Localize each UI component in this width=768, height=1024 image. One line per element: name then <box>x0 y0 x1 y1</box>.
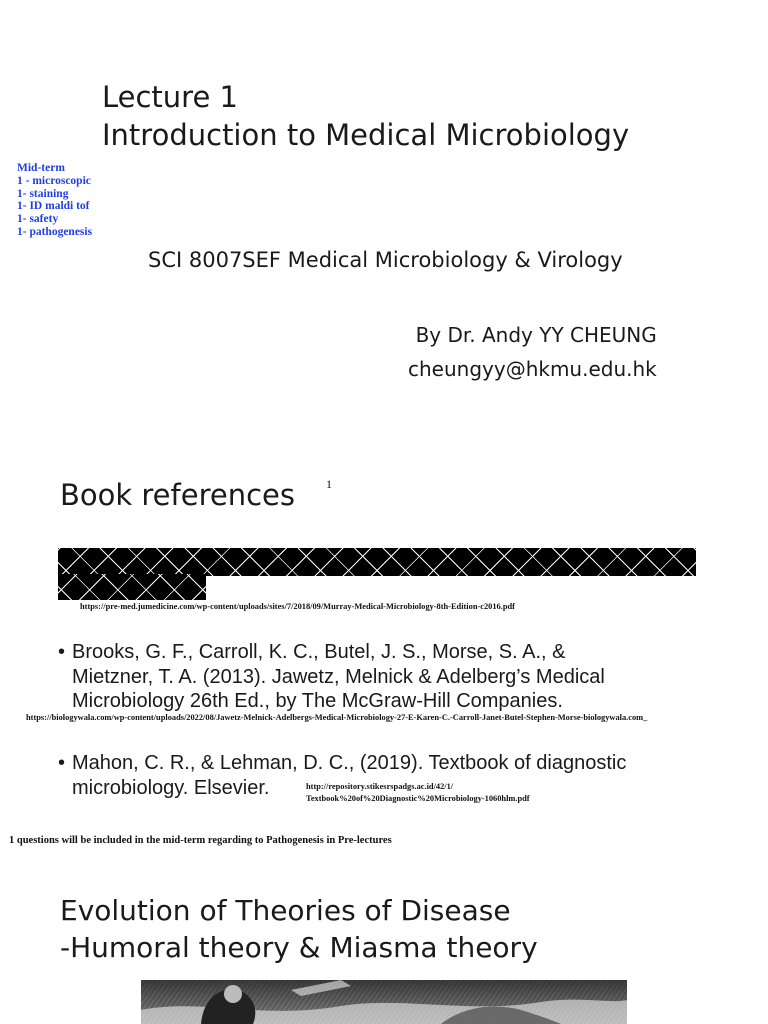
evolution-title-line: Evolution of Theories of Disease <box>60 894 511 927</box>
reference-line: Brooks, G. F., Carroll, K. C., Butel, J. S., Morse, S. A., & <box>72 641 566 663</box>
reference-line: Mietzner, T. A. (2013). Jawetz, Melnick & Adelberg’s Medical <box>72 665 605 688</box>
evolution-title-line: -Humoral theory & Miasma theory <box>60 931 538 964</box>
evolution-title <box>60 892 538 966</box>
midterm-line: 1- pathogenesis <box>17 225 93 238</box>
murray-pdf-link[interactable]: https://pre-med.jumedicine.com/wp-content/uploads/sites/7/2018/09/Murray-Medical-Microbiology-8th-Edition-c2016.pdf <box>80 602 515 611</box>
lecture-subject: Introduction to Medical Microbiology <box>102 118 630 152</box>
reference-line: Microbiology 26th Ed., by The McGraw-Hill Companies. <box>72 690 563 712</box>
redacted-reference-block <box>58 548 696 576</box>
midterm-line: 1- safety <box>17 213 59 226</box>
midterm-annotation <box>17 162 92 239</box>
link-line[interactable]: http://repository.stikesrspadgs.ac.id/42/1/ <box>306 782 454 791</box>
midterm-line: 1- staining <box>17 187 69 200</box>
midterm-line: 1- ID maldi tof <box>17 200 90 213</box>
link-line[interactable]: Textbook%20of%20Diagnostic%20Microbiology-1060hlm.pdf <box>306 794 530 803</box>
reference-line: Mahon, C. R., & Lehman, D. C., (2019). Textbook of diagnostic <box>72 752 627 774</box>
author-block <box>408 318 657 386</box>
brooks-reference <box>58 640 605 714</box>
lecture-number: Lecture 1 <box>102 80 238 114</box>
course-title: SCI 8007SEF Medical Microbiology & Virology <box>148 248 623 272</box>
reference-line: microbiology. Elsevier. <box>72 776 270 799</box>
author-email[interactable]: cheungyy@hkmu.edu.hk <box>408 357 657 381</box>
jawetz-pdf-link[interactable]: https://biologywala.com/wp-content/uploads/2022/08/Jawetz-Melnick-Adelbergs-Medical-Microbiology-27-E-Karen-C.-Carroll-Janet-Butel-Stephen-Morse-biologywala.com_ <box>26 713 648 722</box>
bullet-icon: • <box>58 752 66 774</box>
mahon-pdf-link[interactable] <box>306 781 530 805</box>
midterm-line: Mid-term <box>17 162 65 174</box>
page-number: 1 <box>326 477 332 491</box>
book-references-heading: Book references <box>60 478 295 512</box>
historical-engraving-image <box>141 980 627 1024</box>
bullet-icon: • <box>58 641 66 663</box>
author-name: By Dr. Andy YY CHEUNG <box>415 323 657 347</box>
lecture-title <box>102 78 629 154</box>
midterm-pathogenesis-note: 1 questions will be included in the mid-term regarding to Pathogenesis in Pre-lectures <box>9 835 392 846</box>
redacted-reference-block <box>58 574 206 600</box>
midterm-line: 1 - microscopic <box>17 174 91 187</box>
